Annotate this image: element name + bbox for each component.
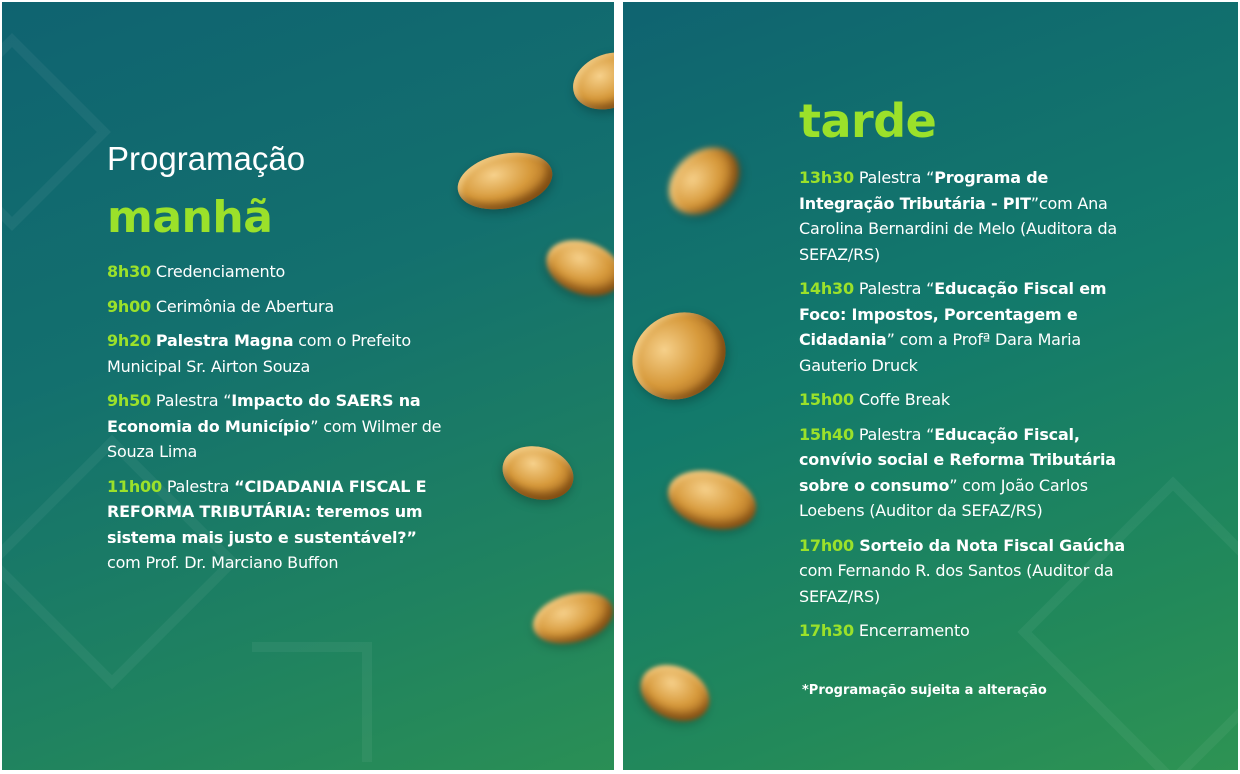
time-label: 9h20 xyxy=(107,331,151,350)
item-text: ”com Ana Carolina Bernardini de Melo (Auditora da SEFAZ/RS) xyxy=(799,193,1118,264)
right-panel-afternoon xyxy=(623,2,1238,770)
gold-coin-icon xyxy=(538,230,614,306)
item-title: Programa de Integração Tributária - PIT xyxy=(799,168,1049,213)
item-text: Credenciamento xyxy=(151,262,286,281)
left-panel-morning xyxy=(2,2,614,770)
item-prefix: Palestra “ xyxy=(151,391,232,410)
item-title: Impacto do SAERS na Economia do Município xyxy=(107,391,421,436)
schedule-item xyxy=(799,533,1129,610)
item-prefix: Palestra “ xyxy=(853,424,935,444)
item-text: com Fernando R. dos Santos (Auditor da SEFAZ/RS) xyxy=(799,561,1114,606)
period-title-afternoon: tarde xyxy=(799,94,937,148)
gold-coin-icon xyxy=(661,461,762,538)
schedule-item xyxy=(107,388,447,465)
time-label: 11h00 xyxy=(107,476,162,496)
gold-coin-icon xyxy=(631,654,718,732)
schedule-item xyxy=(107,259,447,285)
item-text: ” com a Profª Dara Maria Gauterio Druck xyxy=(799,330,1082,375)
arrow-decoration xyxy=(2,33,111,231)
period-title-morning: manhã xyxy=(107,192,273,243)
item-text: ” com João Carlos Loebens (Auditor da SEFAZ/RS) xyxy=(799,475,1088,520)
schedule-item xyxy=(799,165,1129,267)
schedule-item xyxy=(107,294,447,320)
page-title: Programação xyxy=(107,140,306,177)
item-prefix: Palestra xyxy=(161,476,235,496)
item-text: Coffe Break xyxy=(853,390,950,409)
time-label: 9h50 xyxy=(107,391,151,410)
schedule-item xyxy=(799,618,1129,644)
schedule-item xyxy=(107,474,447,576)
gold-coin-icon xyxy=(623,296,742,417)
item-title: Educação Fiscal, convívio social e Reforma Tributária sobre o consumo xyxy=(799,424,1116,495)
item-title: Sorteio da Nota Fiscal Gaúcha xyxy=(853,535,1125,555)
time-label: 15h40 xyxy=(799,424,854,444)
item-prefix: Palestra “ xyxy=(853,168,935,187)
arrow-decoration xyxy=(252,642,372,762)
gold-coin-icon xyxy=(452,145,557,218)
time-label: 14h30 xyxy=(799,279,854,298)
schedule-item xyxy=(799,276,1129,378)
item-title: Palestra Magna xyxy=(155,331,294,350)
gold-coin-icon xyxy=(496,439,579,508)
schedule-item xyxy=(107,328,447,379)
item-prefix: Palestra “ xyxy=(853,279,935,298)
item-text: com o Prefeito Municipal Sr. Airton Souza xyxy=(107,331,411,376)
time-label: 17h30 xyxy=(799,621,854,640)
item-title: “CIDADANIA FISCAL E REFORMA TRIBUTÁRIA: teremos um sistema mais justo e sustentável?” xyxy=(107,476,427,547)
item-title: Educação Fiscal em Foco: Impostos, Porcentagem e Cidadania xyxy=(799,279,1107,349)
item-text: Cerimônia de Abertura xyxy=(151,296,334,316)
time-label: 15h00 xyxy=(799,390,854,409)
item-text: com Prof. Dr. Marciano Buffon xyxy=(107,553,339,572)
gold-coin-icon xyxy=(527,584,614,652)
time-label: 8h30 xyxy=(107,262,151,281)
schedule-item xyxy=(799,387,1129,413)
item-text: Encerramento xyxy=(853,621,970,640)
gold-coin-icon xyxy=(565,43,614,119)
schedule-item xyxy=(799,422,1129,524)
gold-coin-icon xyxy=(655,134,752,229)
time-label: 13h30 xyxy=(799,168,854,187)
disclaimer-note: *Programação sujeita a alteração xyxy=(802,683,1047,698)
time-label: 9h00 xyxy=(107,296,151,316)
afternoon-schedule xyxy=(799,165,1129,653)
item-text: ” com Wilmer de Souza Lima xyxy=(107,416,442,461)
morning-schedule xyxy=(107,259,447,585)
time-label: 17h00 xyxy=(799,535,854,555)
